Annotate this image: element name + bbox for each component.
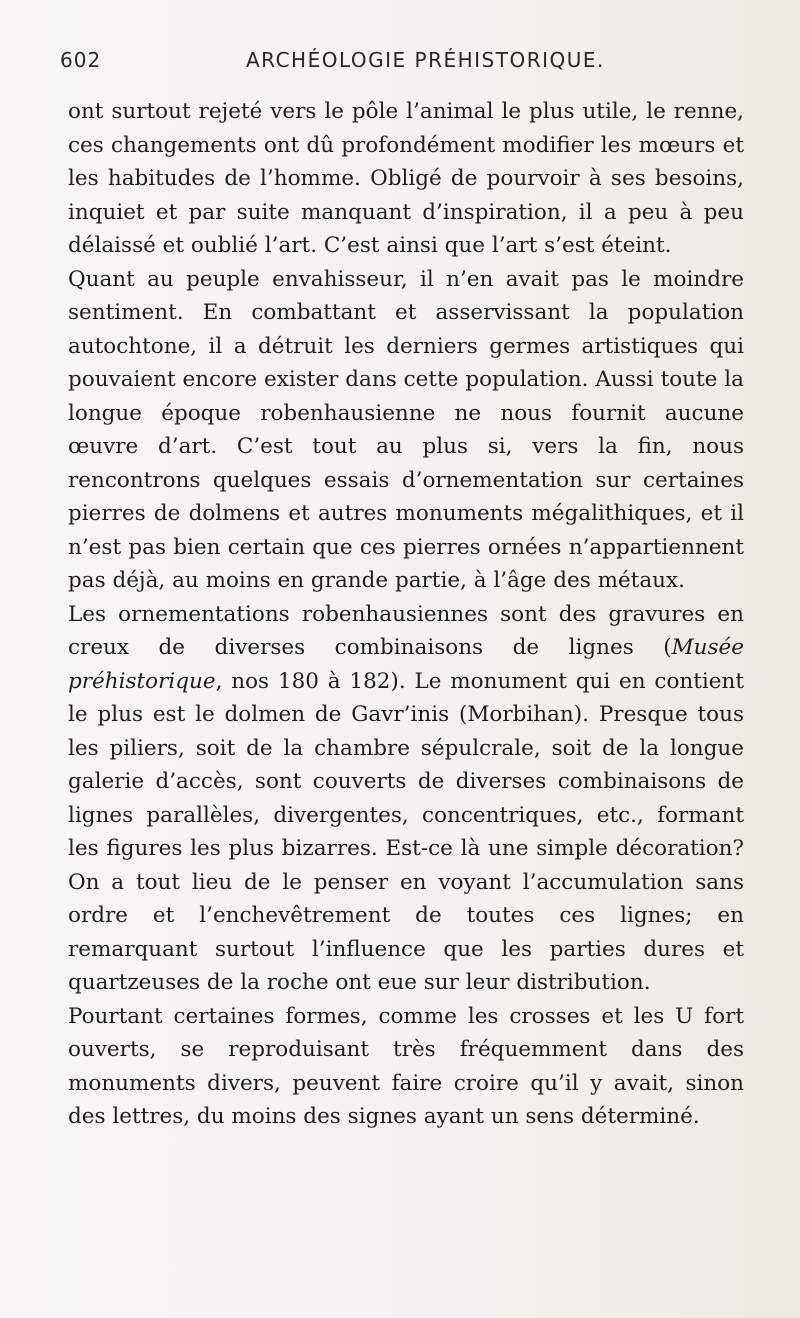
body-text: [68, 95, 744, 1134]
running-title: ARCHÉOLOGIE PRÉHISTORIQUE.: [246, 48, 605, 72]
paragraph-1: ont surtout rejeté vers le pôle l’animal le plus utile, le renne, ces changements ont dû profondément modifier les mœurs et les habitudes de l’homme. Obligé de pourvoir à ses besoins, inquiet et par suite manquant d’inspiration, il a peu à peu délaissé et oublié l’art. C’est ainsi que l’art s’est éteint.: [68, 99, 744, 258]
page-number: 602: [60, 48, 102, 72]
paragraph-2: Quant au peuple envahisseur, il n’en avait pas le moindre sentiment. En combattant et asservissant la population autochtone, il a détruit les derniers germes artistiques qui pouvaient encore exister dans cette population. Aussi toute la longue époque robenhausienne ne nous fournit aucune œuvre d’art. C’est tout au plus si, vers la fin, nous rencontrons quelques essais d’ornementation sur certaines pierres de dolmens et autres monuments mégalithiques, et il n’est pas bien certain que ces pierres ornées n’appartiennent pas déjà, au moins en grande partie, à l’âge des métaux.: [68, 266, 744, 593]
paragraph-3-text-before: Les ornementations robenhausiennes sont des gravures en creux de diverses combinaisons de lignes (: [68, 601, 744, 660]
paragraph-3-text-after: , nos 180 à 182). Le monument qui en contient le plus est le dolmen de Gavr’inis (Morbihan). Presque tous les piliers, soit de la chambre sépulcrale, soit de la longue galerie d’accès, sont couverts de diverses combinaisons de lignes parallèles, divergentes, concentriques, etc., formant les figures les plus bizarres. Est-ce là une simple décoration? On a tout lieu de le penser en voyant l’accumulation sans ordre et l’enchevêtrement de toutes ces lignes; en remarquant surtout l’influence que les parties dures et quartzeuses de la roche ont eue sur leur distribution.: [68, 668, 744, 995]
paragraph-3: [68, 598, 744, 1000]
page-header: [60, 44, 760, 74]
paragraph-4: Pourtant certaines formes, comme les crosses et les U fort ouverts, se reproduisant très fréquemment dans des monuments divers, peuvent faire croire qu’il y avait, sinon des lettres, du moins des signes ayant un sens déterminé.: [68, 1003, 744, 1129]
paragraph-3-italic-title: Musée préhistorique: [68, 635, 744, 694]
